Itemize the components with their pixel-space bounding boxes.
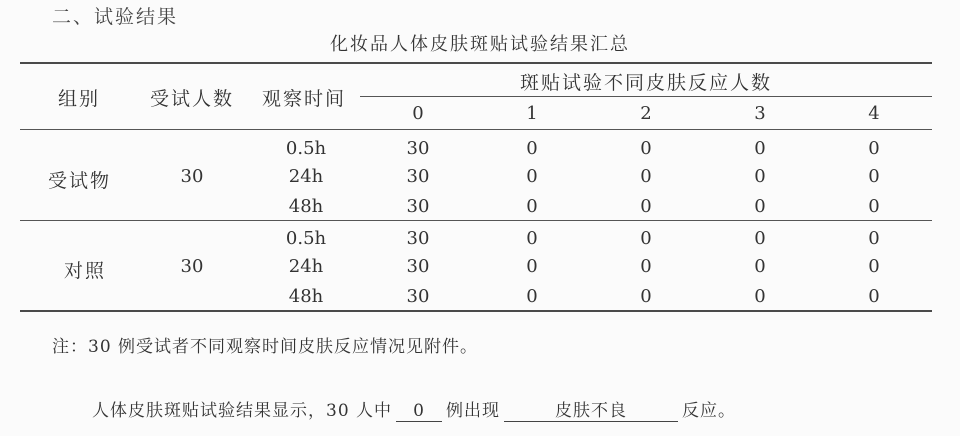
group-subjects: 30 — [180, 166, 204, 187]
conclusion-middle: 例出现 — [446, 401, 501, 421]
group-divider-rule — [20, 220, 932, 221]
reaction-count-cell: 0 — [754, 286, 766, 307]
header-group: 组别 — [58, 88, 101, 110]
header-bottom-rule — [20, 129, 932, 130]
conclusion-reaction-blank: 皮肤不良 — [504, 401, 678, 422]
reaction-header-rule — [360, 96, 932, 97]
group-name: 受试物 — [48, 170, 112, 192]
reaction-count-cell: 30 — [406, 228, 430, 249]
reaction-count-cell: 30 — [406, 196, 430, 217]
header-grade-2: 2 — [640, 103, 652, 124]
reaction-count-cell: 0 — [868, 228, 880, 249]
reaction-count-cell: 0 — [754, 256, 766, 277]
section-heading: 二、试验结果 — [52, 6, 179, 28]
reaction-count-cell: 0 — [526, 256, 538, 277]
group-name: 对照 — [64, 260, 107, 282]
row-time: 0.5h — [285, 138, 327, 159]
header-grade-3: 3 — [754, 103, 766, 124]
reaction-count-cell: 0 — [868, 138, 880, 159]
reaction-count-cell: 0 — [526, 286, 538, 307]
reaction-count-cell: 0 — [526, 138, 538, 159]
reaction-count-cell: 0 — [640, 166, 652, 187]
row-time: 24h — [288, 166, 324, 187]
reaction-count-cell: 0 — [640, 256, 652, 277]
conclusion-prefix: 人体皮肤斑贴试验结果显示，30 人中 — [92, 401, 393, 421]
reaction-count-cell: 0 — [754, 166, 766, 187]
reaction-count-cell: 0 — [640, 196, 652, 217]
reaction-count-cell: 30 — [406, 256, 430, 277]
conclusion-suffix: 反应。 — [682, 401, 737, 421]
reaction-count-cell: 30 — [406, 166, 430, 187]
table-top-rule — [20, 62, 932, 64]
group-subjects: 30 — [180, 256, 204, 277]
reaction-count-cell: 30 — [406, 286, 430, 307]
row-time: 24h — [288, 256, 324, 277]
row-time: 48h — [288, 196, 324, 217]
reaction-count-cell: 0 — [754, 228, 766, 249]
reaction-count-cell: 0 — [868, 196, 880, 217]
reaction-count-cell: 30 — [406, 138, 430, 159]
reaction-count-cell: 0 — [526, 196, 538, 217]
header-grade-0: 0 — [412, 103, 424, 124]
table-title: 化妆品人体皮肤斑贴试验结果汇总 — [330, 34, 630, 55]
row-time: 0.5h — [285, 228, 327, 249]
row-time: 48h — [288, 286, 324, 307]
reaction-count-cell: 0 — [754, 138, 766, 159]
header-grade-1: 1 — [526, 103, 538, 124]
header-grade-4: 4 — [868, 103, 880, 124]
header-reaction: 斑贴试验不同皮肤反应人数 — [520, 72, 773, 94]
reaction-count-cell: 0 — [868, 256, 880, 277]
reaction-count-cell: 0 — [640, 286, 652, 307]
reaction-count-cell: 0 — [640, 228, 652, 249]
header-subjects: 受试人数 — [150, 88, 235, 110]
conclusion-count-blank: 0 — [396, 401, 442, 422]
reaction-count-cell: 0 — [640, 138, 652, 159]
header-time: 观察时间 — [262, 88, 347, 110]
reaction-count-cell: 0 — [526, 166, 538, 187]
reaction-count-cell: 0 — [868, 286, 880, 307]
table-note: 注：30 例受试者不同观察时间皮肤反应情况见附件。 — [52, 337, 479, 357]
reaction-count-cell: 0 — [526, 228, 538, 249]
conclusion-sentence — [92, 396, 736, 422]
reaction-count-cell: 0 — [868, 166, 880, 187]
reaction-count-cell: 0 — [754, 196, 766, 217]
table-bottom-rule — [20, 310, 932, 312]
